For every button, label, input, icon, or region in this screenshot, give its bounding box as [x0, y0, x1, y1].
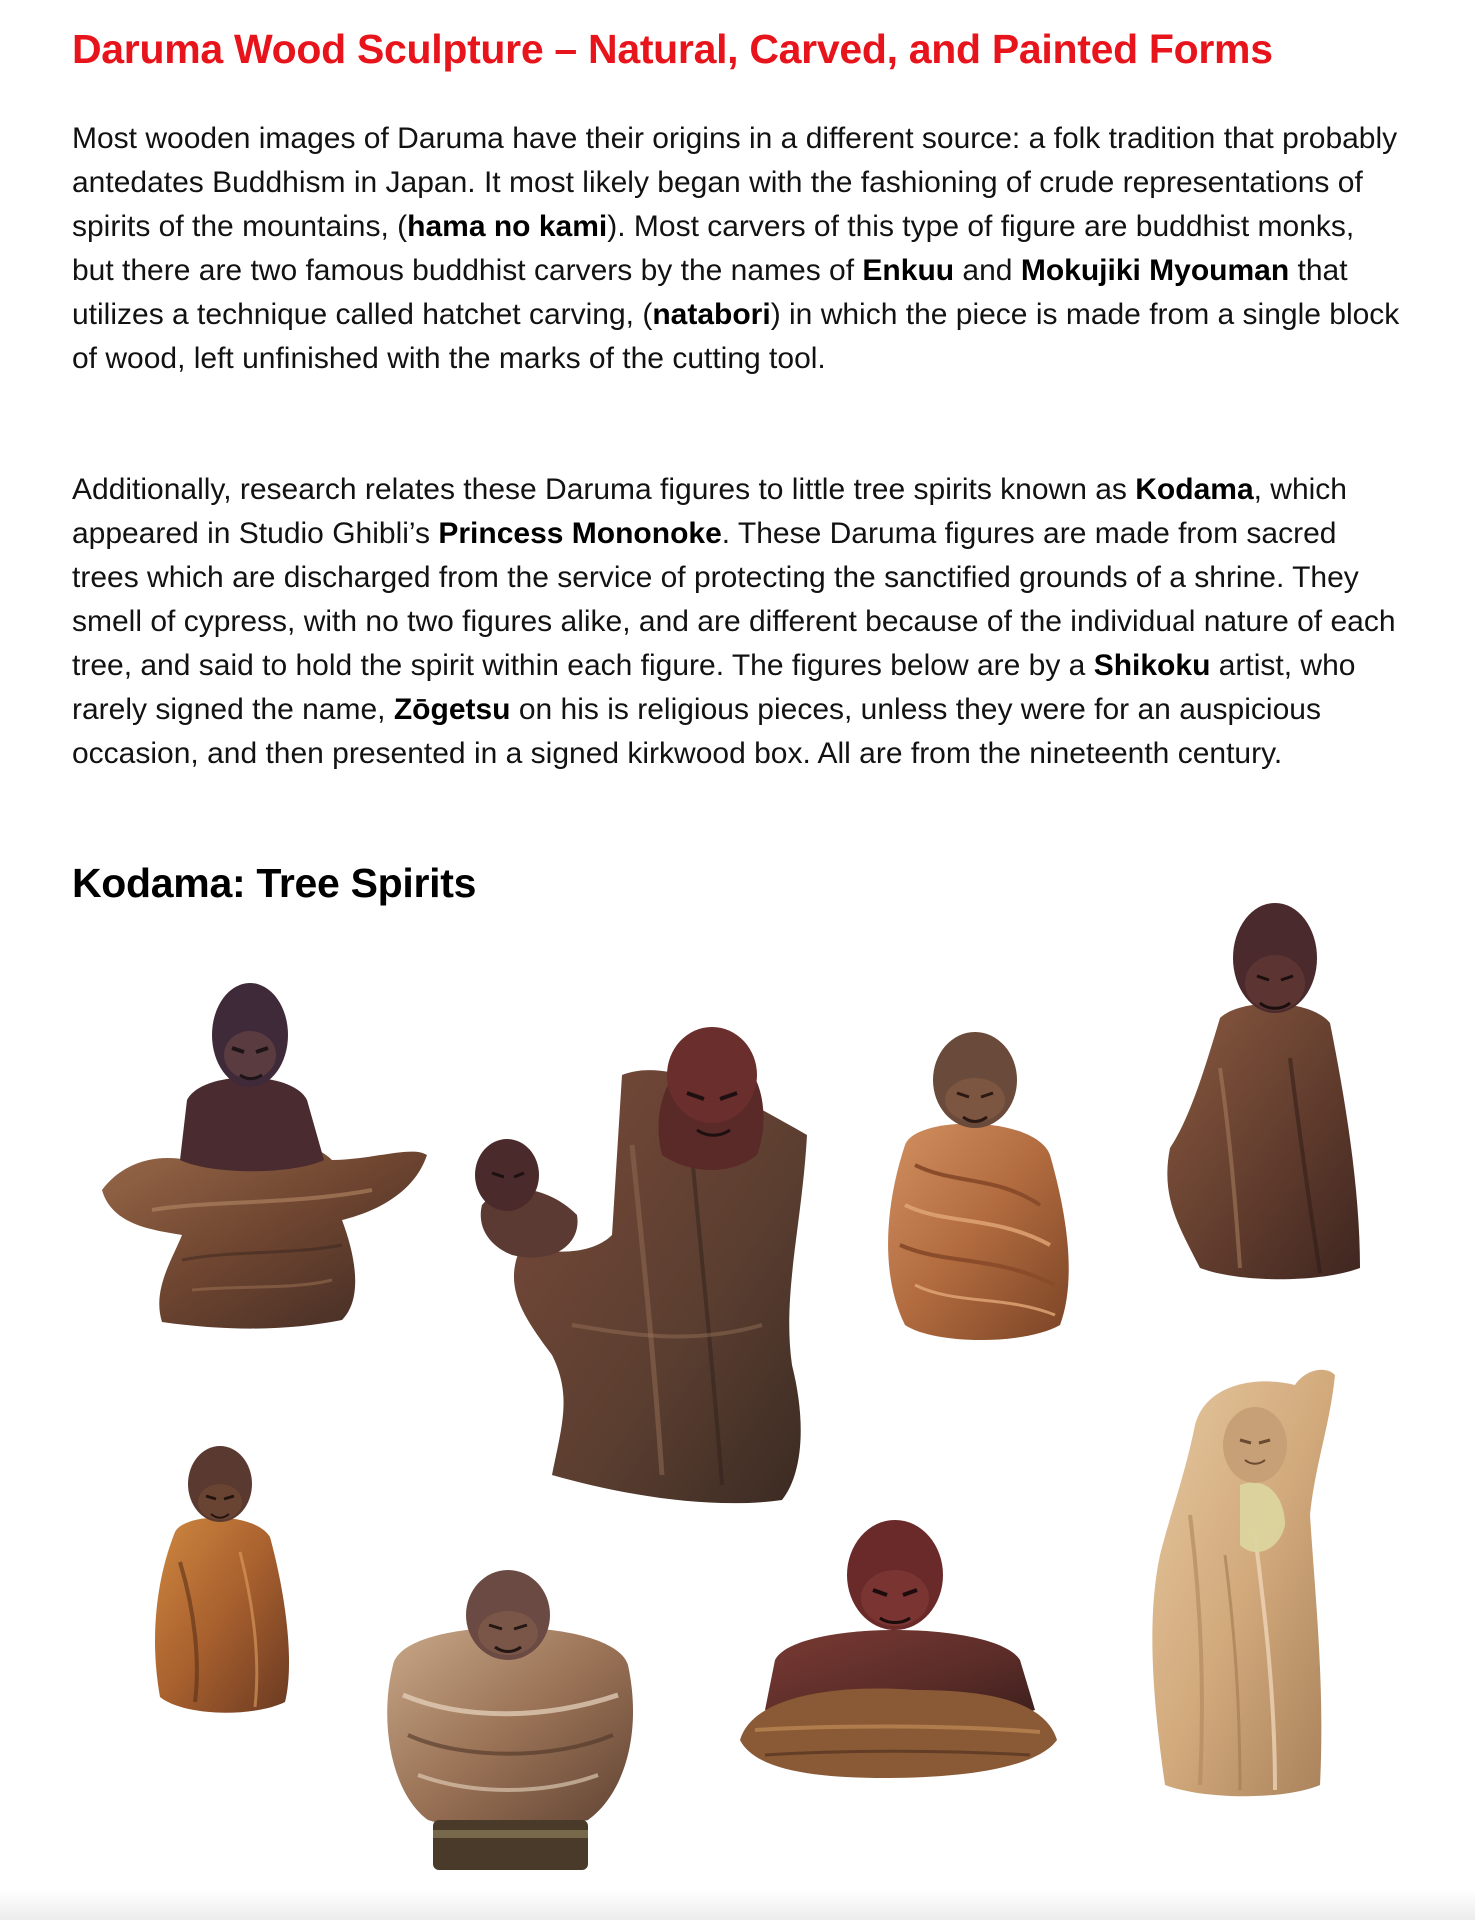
daruma-figure-5 [145, 1442, 295, 1717]
text-run: on his is religious pieces, unless they were for an auspicious occasion, and then presented in a signed kirkwood box. All are from the nineteenth century. [72, 693, 1321, 770]
daruma-figure-8 [1145, 1365, 1340, 1800]
text-run: artist, who rarely signed the name, [72, 649, 1356, 726]
emphasis-term: Shikoku [1093, 649, 1211, 682]
daruma-figure-3 [875, 1025, 1075, 1345]
daruma-figure-2 [462, 1005, 812, 1510]
daruma-figure-1 [92, 960, 427, 1330]
text-run: and [954, 254, 1021, 287]
text-run: that utilizes a technique called hatchet carving, ( [72, 254, 1348, 331]
emphasis-term: Kodama [1135, 473, 1254, 506]
bottom-edge [0, 1890, 1475, 1920]
intro-paragraph [72, 117, 1402, 381]
text-run: , which appeared in Studio Ghibli’s [72, 473, 1347, 550]
text-run: ). Most carvers of this type of figure are buddhist monks, but there are two famous buddhist carvers by the names of [72, 210, 1355, 287]
daruma-figure-4 [1160, 898, 1365, 1283]
text-run: Most wooden images of Daruma have their origins in a different source: a folk tradition that probably antedates Buddhism in Japan. It most likely began with the fashioning of crude representations of spirits of the mountains, ( [72, 122, 1398, 243]
daruma-figure-6 [373, 1545, 643, 1875]
emphasis-term: Mokujiki Myouman [1020, 254, 1290, 287]
page-title: Daruma Wood Sculpture – Natural, Carved, and Painted Forms [72, 26, 1273, 72]
daruma-figure-7 [735, 1510, 1060, 1780]
text-run: ) in which the piece is made from a single block of wood, left unfinished with the marks of the cutting tool. [72, 298, 1400, 375]
emphasis-term: natabori [652, 298, 771, 331]
section-heading: Kodama: Tree Spirits [72, 860, 477, 906]
kodama-paragraph [72, 468, 1402, 776]
text-run: Additionally, research relates these Daruma figures to little tree spirits known as [72, 473, 1136, 506]
emphasis-term: Zōgetsu [393, 693, 511, 726]
emphasis-term: Princess Mononoke [438, 517, 722, 550]
emphasis-term: Enkuu [862, 254, 955, 287]
text-run: . These Daruma figures are made from sacred trees which are discharged from the service of protecting the sanctified grounds of a shrine. They smell of cypress, with no two figures alike, and are different because of the individual nature of each tree, and said to hold the spirit within each figure. The figures below are by a [72, 517, 1396, 682]
emphasis-term: hama no kami [407, 210, 608, 243]
